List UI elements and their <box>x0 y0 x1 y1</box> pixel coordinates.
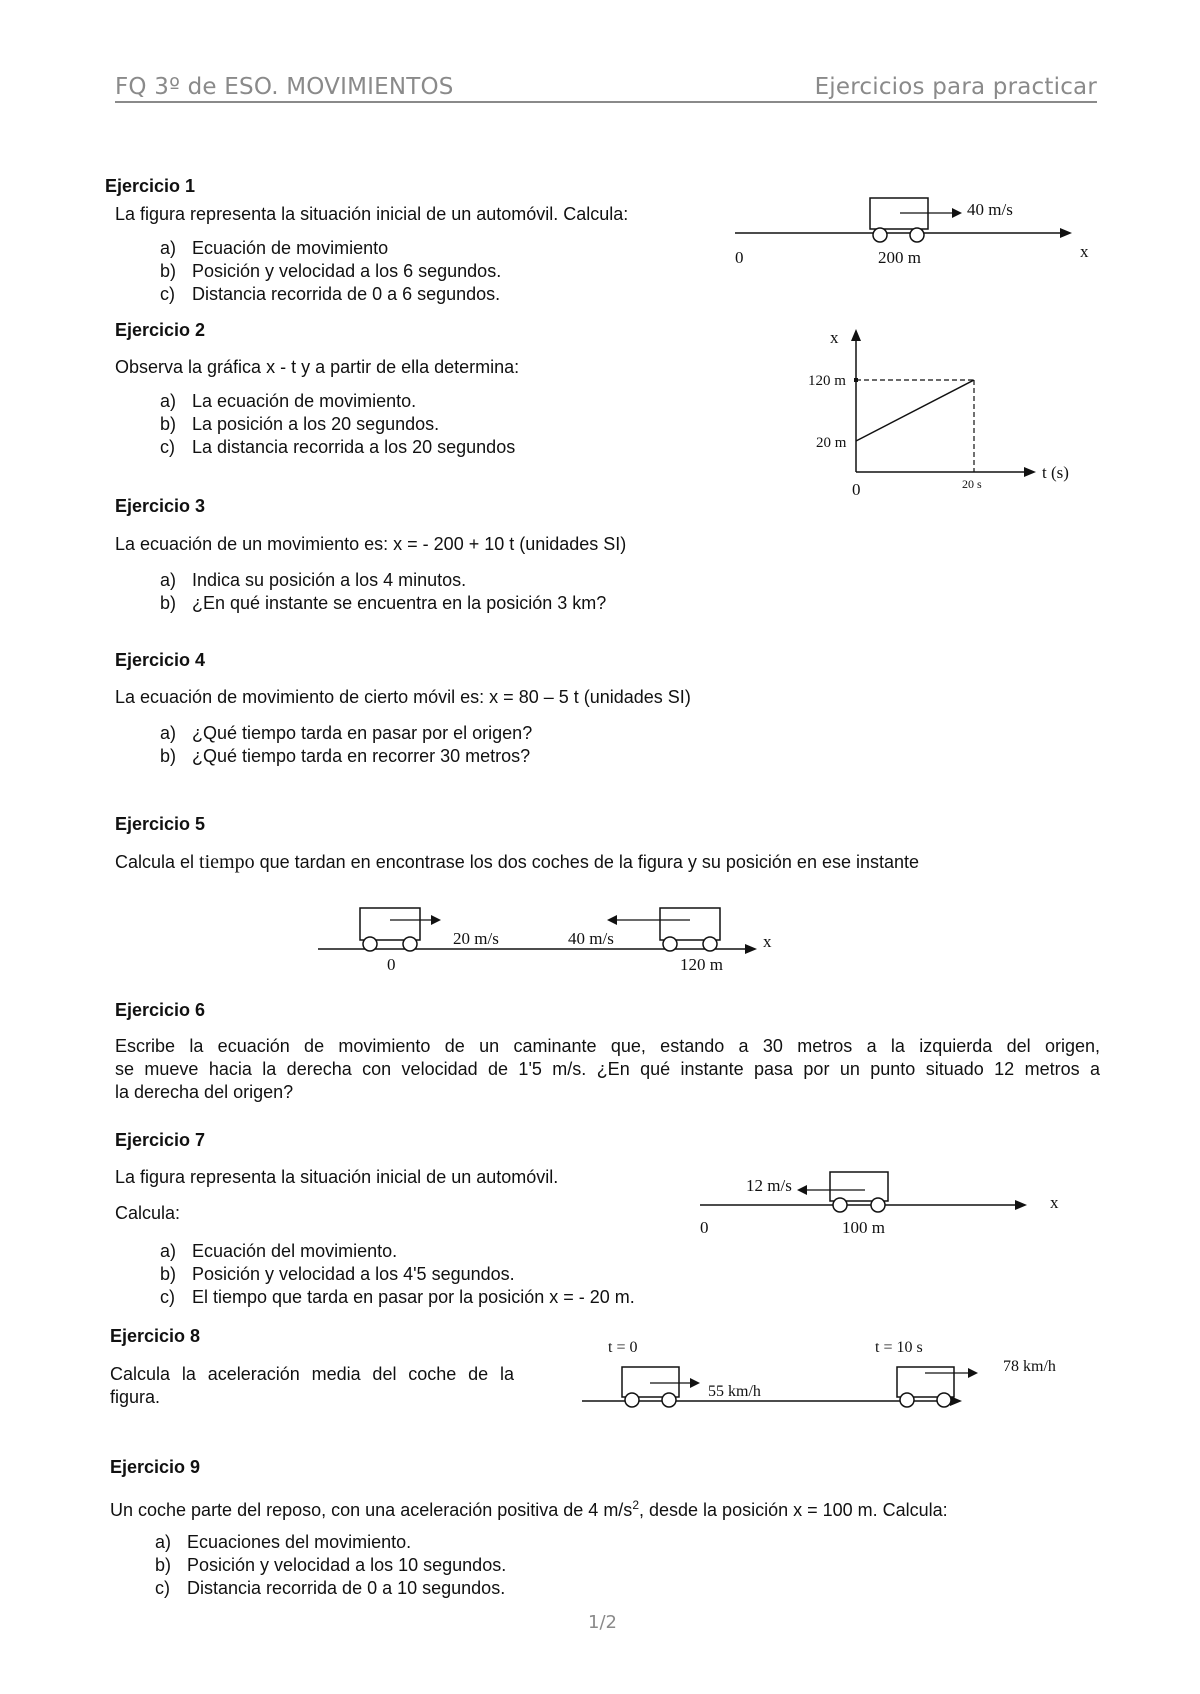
ex8-line2: figura. <box>110 1387 161 1407</box>
svg-text:12 m/s: 12 m/s <box>746 1176 792 1195</box>
svg-text:20 m/s: 20 m/s <box>453 929 499 948</box>
ex2-graph <box>800 325 1090 505</box>
ex2-intro: Observa la gráfica x - t y a partir de ella determina: <box>115 357 520 377</box>
svg-text:x: x <box>830 328 839 347</box>
ex8-title: Ejercicio 8 <box>110 1326 201 1346</box>
svg-text:55 km/h: 55 km/h <box>708 1383 761 1400</box>
svg-text:100 m: 100 m <box>842 1218 885 1237</box>
ex2-title: Ejercicio 2 <box>115 320 206 340</box>
svg-text:x: x <box>1080 242 1089 261</box>
svg-text:t = 0: t = 0 <box>608 1339 638 1356</box>
svg-text:x: x <box>1050 1193 1059 1212</box>
svg-text:78 km/h: 78 km/h <box>1003 1358 1056 1375</box>
svg-text:40 m/s: 40 m/s <box>568 929 614 948</box>
ex8-line1: Calcula la aceleración media del coche de la <box>110 1364 514 1384</box>
ex6-line2: se mueve hacia la derecha con velocidad de 1'5 m/s. ¿En qué instante pasa por un punto situado 12 metros a <box>115 1059 1100 1079</box>
svg-text:20 s: 20 s <box>962 477 982 491</box>
ex1-intro: La figura representa la situación inicial de un automóvil. Calcula: <box>115 204 629 224</box>
ex7-figure <box>690 1165 1090 1245</box>
car2-icon <box>660 908 720 940</box>
ex4-intro: La ecuación de movimiento de cierto móvil es: x = 80 – 5 t (unidades SI) <box>115 687 691 707</box>
page-number: 1/2 <box>588 1612 617 1633</box>
ex4-title: Ejercicio 4 <box>115 650 206 670</box>
ex9-intro: Un coche parte del reposo, con una aceleración positiva de 4 $m/s^2$, desde la posición x = 100 m. Calcula: <box>110 1498 948 1520</box>
svg-text:120 m: 120 m <box>808 373 846 389</box>
ex5-figure <box>315 900 785 980</box>
car1-icon <box>360 908 420 940</box>
svg-text:0: 0 <box>700 1218 709 1237</box>
svg-text:t (s): t (s) <box>1042 463 1069 482</box>
svg-text:120 m: 120 m <box>680 955 723 974</box>
svg-text:200 m: 200 m <box>878 248 921 267</box>
svg-text:x: x <box>763 932 772 951</box>
ex5-title: Ejercicio 5 <box>115 814 206 834</box>
svg-text:40 m/s: 40 m/s <box>967 200 1013 219</box>
svg-text:0: 0 <box>852 480 861 499</box>
svg-text:t = 10 s: t = 10 s <box>875 1339 923 1356</box>
ex7-intro: La figura representa la situación inicial de un automóvil. <box>115 1167 559 1187</box>
ex1-figure <box>720 185 1100 275</box>
ex7-title: Ejercicio 7 <box>115 1130 206 1150</box>
graph-line <box>856 380 974 441</box>
header-rule <box>115 101 1097 103</box>
svg-text:0: 0 <box>387 955 396 974</box>
ex3-intro: La ecuación de un movimiento es: x = - 200 + 10 t (unidades SI) <box>115 534 627 554</box>
svg-text:20 m: 20 m <box>816 435 847 451</box>
ex6-title: Ejercicio 6 <box>115 1000 206 1020</box>
car-icon <box>830 1172 888 1201</box>
ex9-title: Ejercicio 9 <box>110 1457 201 1477</box>
ex8-figure <box>580 1335 1080 1415</box>
ex1-title: Ejercicio 1 <box>105 176 196 196</box>
svg-text:0: 0 <box>735 248 744 267</box>
ex5-intro: Calcula el tiempo que tardan en encontrase los dos coches de la figura y su posición en ese instante <box>115 851 920 873</box>
ex6-line1: Escribe la ecuación de movimiento de un caminante que, estando a 30 metros a la izquierda del origen, <box>115 1036 1100 1056</box>
header-left: FQ 3º de ESO. MOVIMIENTOS <box>115 74 454 100</box>
header-right: Ejercicios para practicar <box>814 74 1097 100</box>
ex7-calc: Calcula: <box>115 1203 181 1223</box>
ex3-title: Ejercicio 3 <box>115 496 206 516</box>
ex6-line3: la derecha del origen? <box>115 1082 294 1102</box>
